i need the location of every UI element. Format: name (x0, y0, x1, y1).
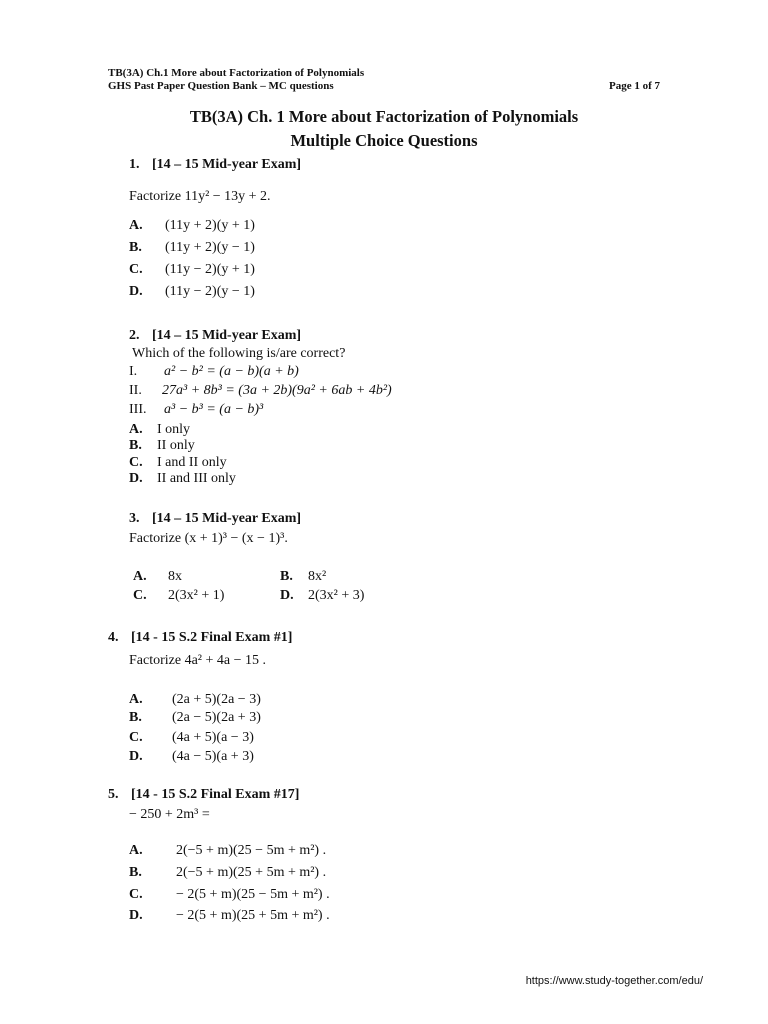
option-label: B. (129, 710, 142, 725)
option-text: (2a − 5)(2a + 3) (172, 710, 261, 725)
option-label: A. (129, 422, 143, 437)
document-subtitle: Multiple Choice Questions (290, 131, 478, 150)
question-number: 4. (108, 630, 119, 645)
question-source: [14 - 15 S.2 Final Exam #17] (131, 787, 300, 802)
option-label: B. (129, 240, 142, 255)
statement-text: a³ − b³ = (a − b)³ (164, 402, 264, 417)
option-label: B. (129, 438, 142, 453)
question-prompt: − 250 + 2m³ = (129, 807, 210, 822)
option-label: A. (129, 692, 143, 707)
question-number: 3. (129, 511, 140, 526)
page-number: Page 1 of 7 (608, 80, 660, 92)
option-text: I and II only (157, 455, 227, 470)
header-chapter: TB(3A) Ch.1 More about Factorization of Polynomials (108, 67, 365, 79)
header-bank: GHS Past Paper Question Bank – MC questions (108, 80, 334, 92)
option-text: − 2(5 + m)(25 + 5m + m²) . (176, 908, 330, 923)
question-source: [14 – 15 Mid-year Exam] (152, 157, 302, 172)
option-label: C. (129, 262, 143, 277)
option-text: I only (157, 422, 191, 437)
question-source: [14 – 15 Mid-year Exam] (152, 511, 302, 526)
question-prompt: Factorize (x + 1)³ − (x − 1)³. (129, 531, 288, 546)
option-label: C. (129, 887, 143, 902)
option-label: B. (280, 569, 293, 584)
option-label: A. (129, 218, 143, 233)
statement-label: III. (129, 402, 147, 417)
statement-label: II. (129, 383, 142, 398)
option-text: (11y − 2)(y + 1) (165, 262, 255, 277)
option-text: 2(3x² + 3) (308, 588, 365, 603)
statement-label: I. (129, 364, 138, 379)
question-prompt: Factorize 4a² + 4a − 15 . (129, 653, 266, 668)
document-title: TB(3A) Ch. 1 More about Factorization of Polynomials (189, 107, 579, 126)
statement-text: 27a³ + 8b³ = (3a + 2b)(9a² + 6ab + 4b²) (162, 383, 392, 398)
option-text: 8x (168, 569, 182, 584)
question-source: [14 - 15 S.2 Final Exam #1] (131, 630, 293, 645)
question-prompt: Factorize 11y² − 13y + 2. (129, 189, 271, 204)
option-text: II only (157, 438, 195, 453)
statement-text: a² − b² = (a − b)(a + b) (164, 364, 299, 379)
question-number: 5. (108, 787, 119, 802)
option-label: D. (129, 471, 143, 486)
option-text: 8x² (308, 569, 327, 584)
option-label: D. (129, 908, 143, 923)
option-label: C. (129, 455, 143, 470)
option-label: C. (129, 730, 143, 745)
question-number: 2. (129, 328, 140, 343)
option-label: B. (129, 865, 142, 880)
option-label: D. (129, 749, 143, 764)
question-source: [14 – 15 Mid-year Exam] (152, 328, 302, 343)
option-text: (11y + 2)(y − 1) (165, 240, 255, 255)
option-label: D. (280, 588, 294, 603)
question-number: 1. (129, 157, 140, 172)
option-text: II and III only (157, 471, 236, 486)
option-label: A. (133, 569, 147, 584)
question-prompt: Which of the following is/are correct? (132, 346, 346, 361)
option-text: (11y − 2)(y − 1) (165, 284, 255, 299)
option-text: 2(−5 + m)(25 − 5m + m²) . (176, 843, 327, 858)
option-text: (2a + 5)(2a − 3) (172, 692, 261, 707)
option-label: D. (129, 284, 143, 299)
option-text: 2(−5 + m)(25 + 5m + m²) . (176, 865, 327, 880)
option-label: C. (133, 588, 147, 603)
footer-url: https://www.study-together.com/edu/ (525, 975, 703, 987)
option-text: 2(3x² + 1) (168, 588, 225, 603)
option-label: A. (129, 843, 143, 858)
option-text: (4a − 5)(a + 3) (172, 749, 254, 764)
option-text: (11y + 2)(y + 1) (165, 218, 255, 233)
option-text: − 2(5 + m)(25 − 5m + m²) . (176, 887, 330, 902)
option-text: (4a + 5)(a − 3) (172, 730, 254, 745)
